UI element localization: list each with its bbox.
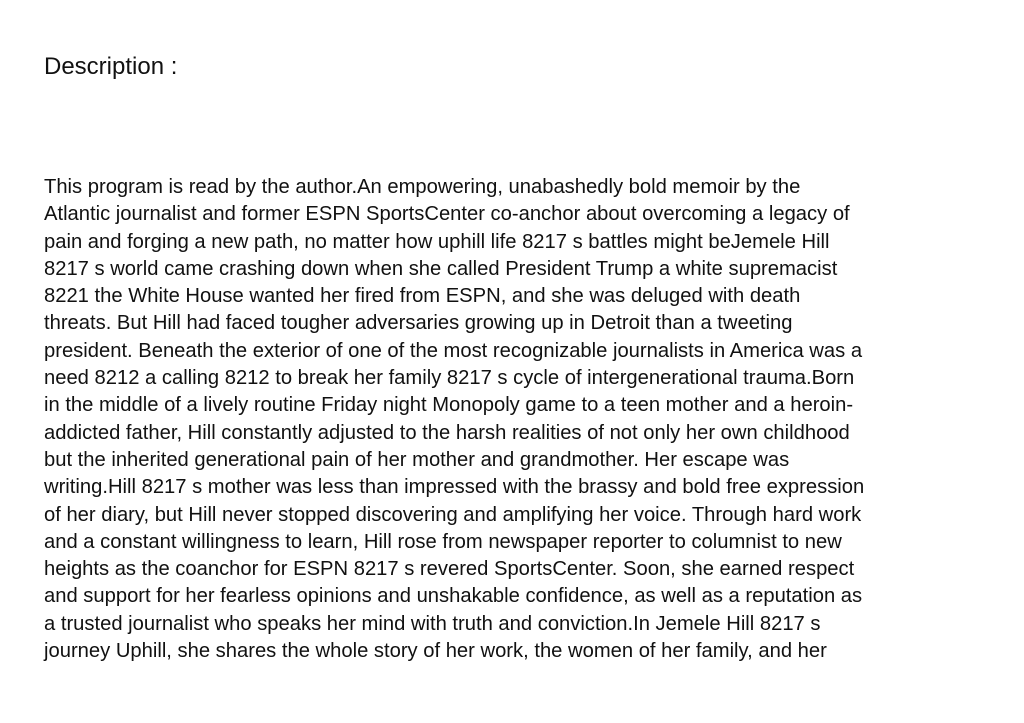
description-line: of her diary, but Hill never stopped discovering and amplifying her voice. Through hard work — [44, 503, 862, 526]
description-body — [44, 174, 984, 665]
description-line: president. Beneath the exterior of one of the most recognizable journalists in America was a — [44, 339, 863, 362]
description-line: writing.Hill 8217 s mother was less than impressed with the brassy and bold free expression — [44, 476, 865, 499]
description-line: pain and forging a new path, no matter how uphill life 8217 s battles might beJemele Hill — [44, 230, 830, 253]
description-line: 8221 the White House wanted her fired from ESPN, and she was deluged with death — [44, 285, 801, 308]
description-line: This program is read by the author.An empowering, unabashedly bold memoir by the — [44, 176, 801, 198]
description-line: 8217 s world came crashing down when she called President Trump a white supremacist — [44, 257, 838, 280]
description-line: a trusted journalist who speaks her mind with truth and conviction.In Jemele Hill 8217 s — [44, 612, 821, 635]
description-line: need 8212 a calling 8212 to break her family 8217 s cycle of intergenerational trauma.Born — [44, 367, 855, 390]
description-line: Atlantic journalist and former ESPN SportsCenter co-anchor about overcoming a legacy of — [44, 203, 850, 226]
description-line: heights as the coanchor for ESPN 8217 s revered SportsCenter. Soon, she earned respect — [44, 558, 855, 581]
description-line: but the inherited generational pain of her mother and grandmother. Her escape was — [44, 448, 790, 471]
description-line: and support for her fearless opinions and unshakable confidence, as well as a reputation as — [44, 585, 863, 608]
description-line: journey Uphill, she shares the whole story of her work, the women of her family, and her — [44, 640, 827, 663]
description-line: addicted father, Hill constantly adjusted to the harsh realities of not only her own childhood — [44, 421, 850, 444]
description-line: in the middle of a lively routine Friday night Monopoly game to a teen mother and a heroin- — [44, 394, 854, 417]
description-line: threats. But Hill had faced tougher adversaries growing up in Detroit than a tweeting — [44, 312, 793, 335]
description-heading: Description : — [44, 53, 178, 80]
description-line: and a constant willingness to learn, Hill rose from newspaper reporter to columnist to new — [44, 530, 842, 553]
